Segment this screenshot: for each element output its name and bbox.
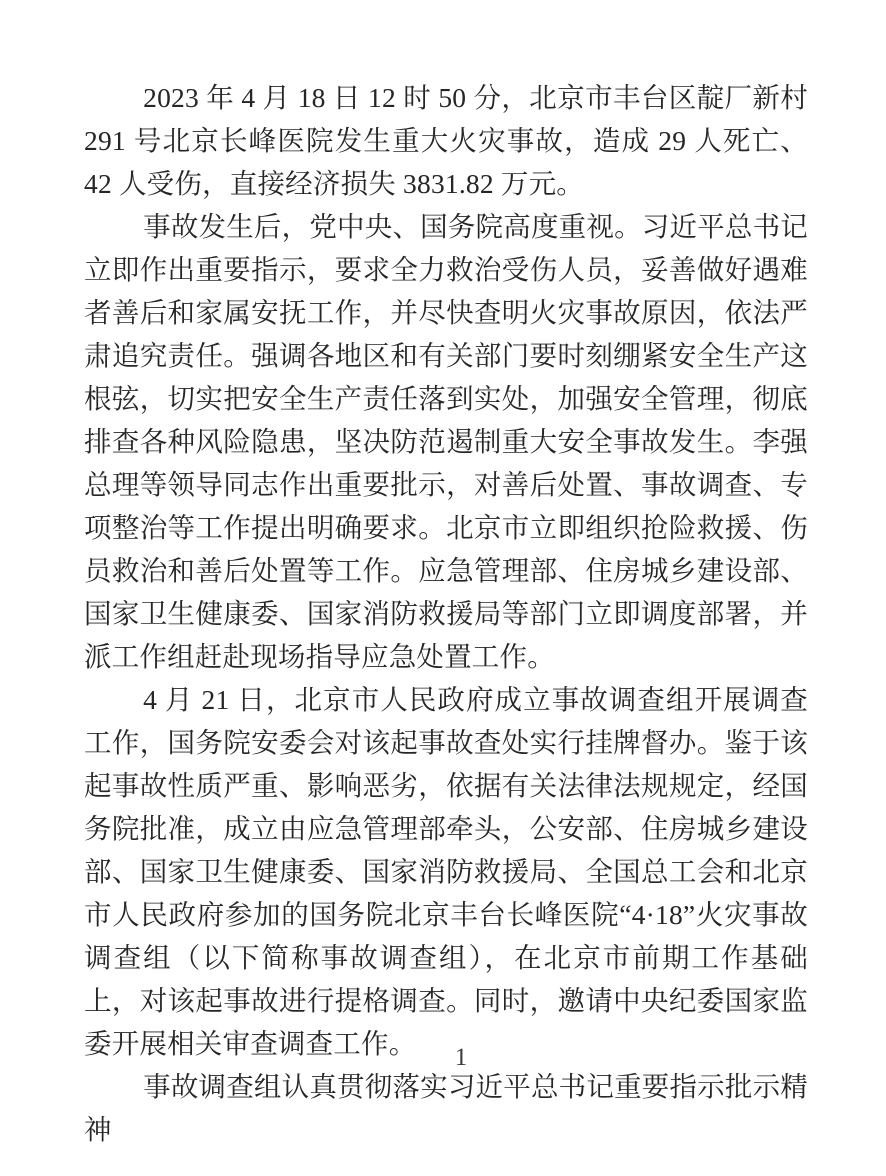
document-body bbox=[84, 76, 808, 1151]
paragraph-accident-overview: 2023 年 4 月 18 日 12 时 50 分，北京市丰台区靛厂新村 291 号北京长峰医院发生重大火灾事故，造成 29 人死亡、42 人受伤，直接经济损失 3831.82 万元。 bbox=[84, 82, 808, 199]
paragraph-leadership-response: 事故发生后，党中央、国务院高度重视。习近平总书记立即作出重要指示，要求全力救治受伤人员，妥善做好遇难者善后和家属安抚工作，并尽快查明火灾事故原因，依法严肃追究责任。强调各地区和有关部门要时刻绷紧安全生产这根弦，切实把安全生产责任落到实处，加强安全管理，彻底排查各种风险隐患，坚决防范遏制重大安全事故发生。李强总理等领导同志作出重要批示，对善后处置、事故调查、专项整治等工作提出明确要求。北京市立即组织抢险救援、伤员救治和善后处置等工作。应急管理部、住房城乡建设部、国家卫生健康委、国家消防救援局等部门立即调度部署，并派工作组赶赴现场指导应急处置工作。 bbox=[84, 211, 808, 672]
paragraph-investigation-spirit: 事故调查组认真贯彻落实习近平总书记重要指示批示精神 bbox=[84, 1071, 808, 1145]
page-number: 1 bbox=[454, 1044, 468, 1071]
paragraph-investigation-team: 4 月 21 日，北京市人民政府成立事故调查组开展调查工作，国务院安委会对该起事故查处实行挂牌督办。鉴于该起事故性质严重、影响恶劣，依据有关法律法规规定，经国务院批准，成立由应急管理部牵头，公安部、住房城乡建设部、国家卫生健康委、国家消防救援局、全国总工会和北京市人民政府参加的国务院北京丰台长峰医院“4·18”火灾事故调查组（以下简称事故调查组），在北京市前期工作基础上，对该起事故进行提格调查。同时，邀请中央纪委国家监委开展相关审查调查工作。 bbox=[84, 684, 808, 1059]
